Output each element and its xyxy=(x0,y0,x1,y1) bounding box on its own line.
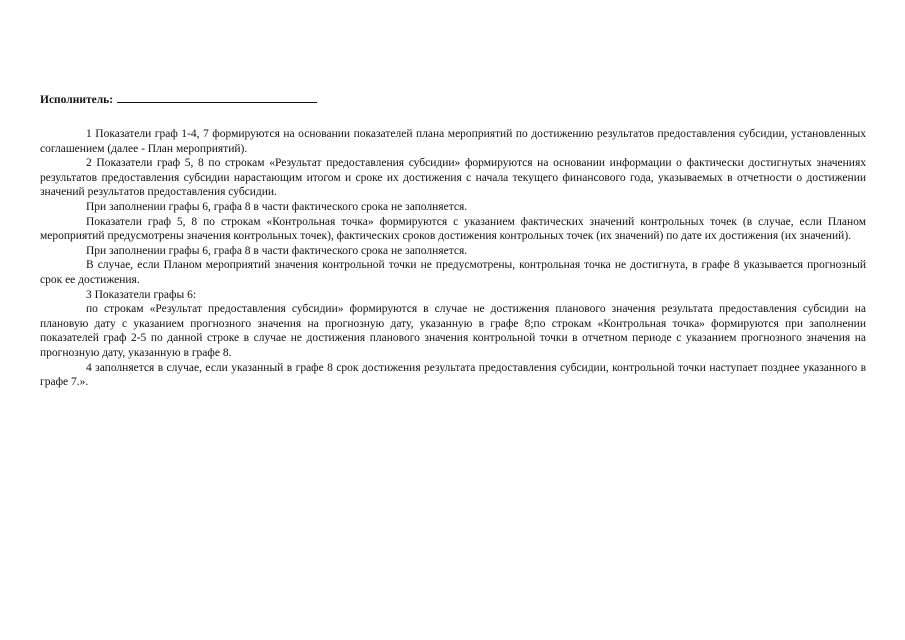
note-paragraph: 3 Показатели графы 6: xyxy=(86,288,197,301)
note-paragraph: 1 Показатели граф 1-4, 7 формируются на основании показателей плана мероприятий по достижению результатов предоставления субсидии, установленных соглашением (далее - План мероприятий). xyxy=(40,128,866,155)
note-paragraph: При заполнении графы 6, графа 8 в части фактического срока не заполняется. xyxy=(86,244,468,257)
footnotes xyxy=(40,127,866,390)
signature-blank-line xyxy=(117,92,317,103)
executor-line xyxy=(40,92,866,107)
executor-label: Исполнитель: xyxy=(40,94,114,106)
note-paragraph: В случае, если Планом мероприятий значения контрольной точки не предусмотрены, контрольная точка не достигнута, в графе 8 указывается прогнозный срок ее достижения. xyxy=(40,259,866,286)
note-paragraph: При заполнении графы 6, графа 8 в части фактического срока не заполняется. xyxy=(86,200,468,213)
note-paragraph: 2 Показатели граф 5, 8 по строкам «Результат предоставления субсидии» формируются на основании информации о фактически достигнутых значениях результатов предоставления субсидии нарастающим итогом и сроке их достижения с начала текущего финансового года, указываемых в отчетности о достижении значений результатов предоставления субсидии. xyxy=(40,157,866,199)
note-paragraph: Показатели граф 5, 8 по строкам «Контрольная точка» формируются с указанием фактических значений контрольных точек (в случае, если Планом мероприятий предусмотрены значения контрольных точек), фактических сроков достижения контрольных точек (их значений) по дате их достижения (их значений). xyxy=(40,215,866,243)
note-paragraph: по строкам «Результат предоставления субсидии» формируются в случае не достижения планового значения результата предоставления субсидии на плановую дату с указанием прогнозного значения на прогнозную дату, указанную в графе 8;по строкам «Контрольная точка» формируются при заполнении показателей граф 2-5 по данной строке в случае не достижения планового значения контрольной точки в отчетном периоде с указанием прогнозного значения на прогнозную дату, указанную в графе 8. xyxy=(40,303,866,359)
document-page xyxy=(40,92,866,390)
note-paragraph: 4 заполняется в случае, если указанный в графе 8 срок достижения результата предоставления субсидии, контрольной точки наступает позднее указанного в графе 7.». xyxy=(40,361,866,389)
